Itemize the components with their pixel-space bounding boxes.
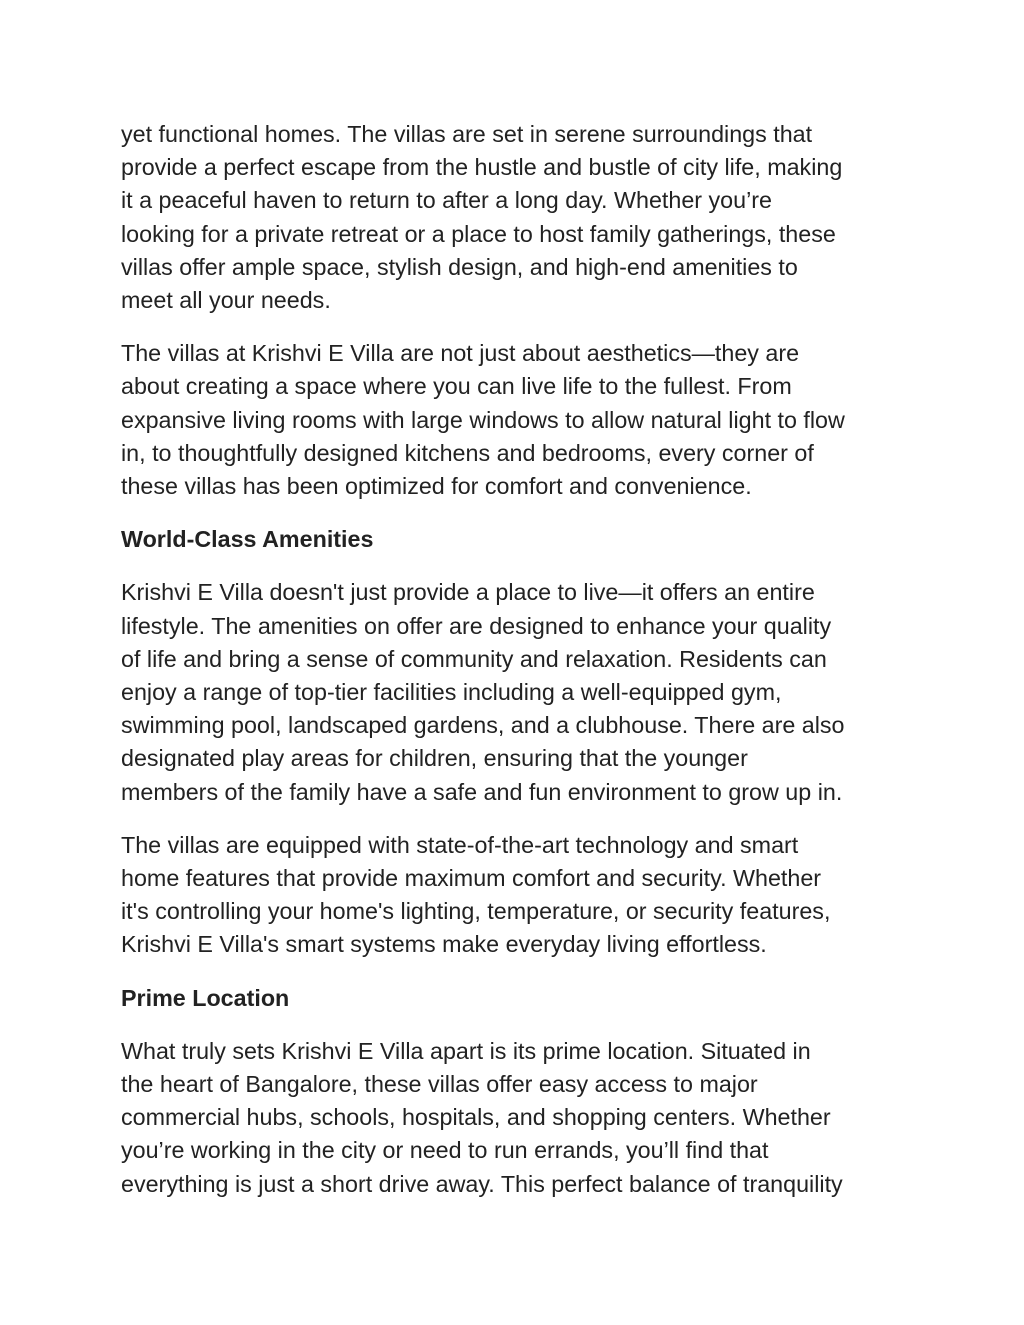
text-line: Krishvi E Villa's smart systems make everyday living effortless. [121,931,767,958]
text-line: you’re working in the city or need to run errands, you’ll find that [121,1137,769,1164]
text-line: looking for a private retreat or a place to host family gatherings, these [121,220,836,247]
text-line: members of the family have a safe and fun environment to grow up in. [121,778,843,805]
text-line: villas offer ample space, stylish design, and high-end amenities to [121,253,798,280]
amenities-heading: World-Class Amenities [121,526,374,553]
text-line: commercial hubs, schools, hospitals, and shopping centers. Whether [121,1104,831,1131]
text-line: expansive living rooms with large windows to allow natural light to flow [121,406,845,433]
text-line: The villas at Krishvi E Villa are not just about aesthetics—they are [121,340,800,367]
text-line: it's controlling your home's lighting, temperature, or security features, [121,898,831,925]
amenities-paragraph-2 [121,829,911,962]
document-page [121,118,911,1221]
amenities-paragraph-1 [121,576,911,808]
text-line: these villas has been optimized for comfort and convenience. [121,473,752,500]
text-line: yet functional homes. The villas are set in serene surroundings that [121,121,813,147]
text-line: designated play areas for children, ensuring that the younger [121,745,748,772]
text-line: What truly sets Krishvi E Villa apart is its prime location. Situated in [121,1037,811,1064]
text-line: Krishvi E Villa doesn't just provide a place to live—it offers an entire [121,579,815,606]
text-line: swimming pool, landscaped gardens, and a clubhouse. There are also [121,712,845,739]
text-line: The villas are equipped with state-of-the-art technology and smart [121,831,799,858]
text-line: in, to thoughtfully designed kitchens and bedrooms, every corner of [121,439,814,466]
intro-paragraph-1 [121,118,911,317]
location-heading: Prime Location [121,984,290,1011]
text-line: the heart of Bangalore, these villas offer easy access to major [121,1071,758,1098]
text-line: enjoy a range of top-tier facilities including a well-equipped gym, [121,679,782,706]
text-line: of life and bring a sense of community and relaxation. Residents can [121,645,827,672]
intro-paragraph-2 [121,337,911,503]
text-line: everything is just a short drive away. This perfect balance of tranquility [121,1170,843,1197]
text-line: it a peaceful haven to return to after a long day. Whether you’re [121,187,772,214]
text-line: lifestyle. The amenities on offer are designed to enhance your quality [121,612,832,639]
text-line: home features that provide maximum comfort and security. Whether [121,865,822,892]
location-paragraph-1 [121,1035,911,1201]
text-line: provide a perfect escape from the hustle and bustle of city life, making [121,154,843,181]
text-line: meet all your needs. [121,287,331,314]
text-line: about creating a space where you can live life to the fullest. From [121,373,792,400]
